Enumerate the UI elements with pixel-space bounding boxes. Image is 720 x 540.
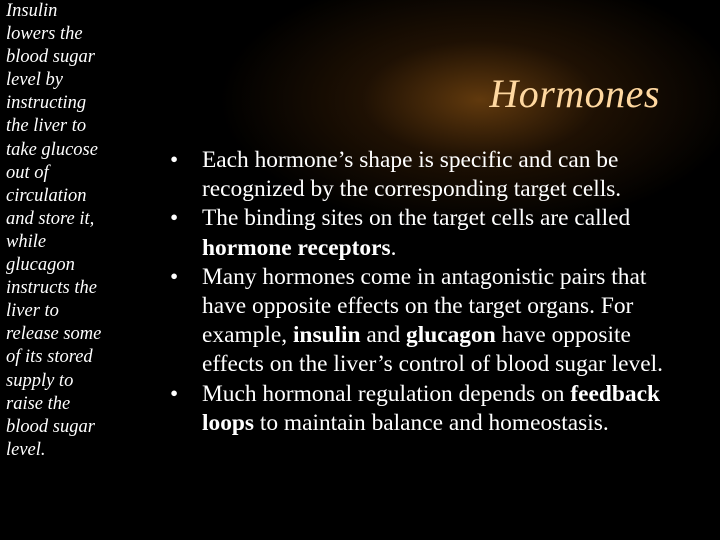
bold-term: hormone receptors [202,234,391,261]
bullet-dot-icon: • [170,263,179,290]
bullet-text-segment: The binding sites on the target cells are called [202,205,631,232]
bullet-dot-icon: • [170,380,179,407]
bullet-text-segment: have opposite effects on the liver’s control of blood sugar level. [202,322,663,378]
bold-term: insulin [292,322,361,349]
slide-title: Hormones [489,71,660,116]
bullet-list [170,146,690,438]
bold-term: glucagon [406,322,496,349]
bullet-text [202,381,660,436]
bullet-text [202,205,630,260]
bullet-text-segment: Each hormone’s shape is specific and can be recognized by the corresponding target cells. [202,147,622,203]
bullet-dot-icon: • [170,147,179,173]
bullet-text-segment: Much hormonal regulation depends on [202,380,571,407]
bullet-text-segment: Many hormones come in antagonistic pairs that have opposite effects on the target organs. For example, [202,263,647,349]
bullet-dot-icon: • [170,205,179,232]
bullet-item [170,204,690,262]
bullet-text [202,147,621,202]
bullet-text [202,264,663,378]
bullet-text-segment: to maintain balance and homeostasis. [254,409,609,436]
bullet-text-segment: . [390,234,397,261]
bullet-item [170,146,690,204]
side-note: Insulin lowers the blood sugar level by instructing the liver to take glucose out of circulation and store it, while glucagon instructs the liver to release some of its stored supply to raise the blood sugar level. [6,1,102,460]
bullet-item [170,380,690,438]
bold-term: feedback loops [202,380,660,436]
bullet-text-segment: and [360,322,407,349]
bullet-item [170,263,690,380]
